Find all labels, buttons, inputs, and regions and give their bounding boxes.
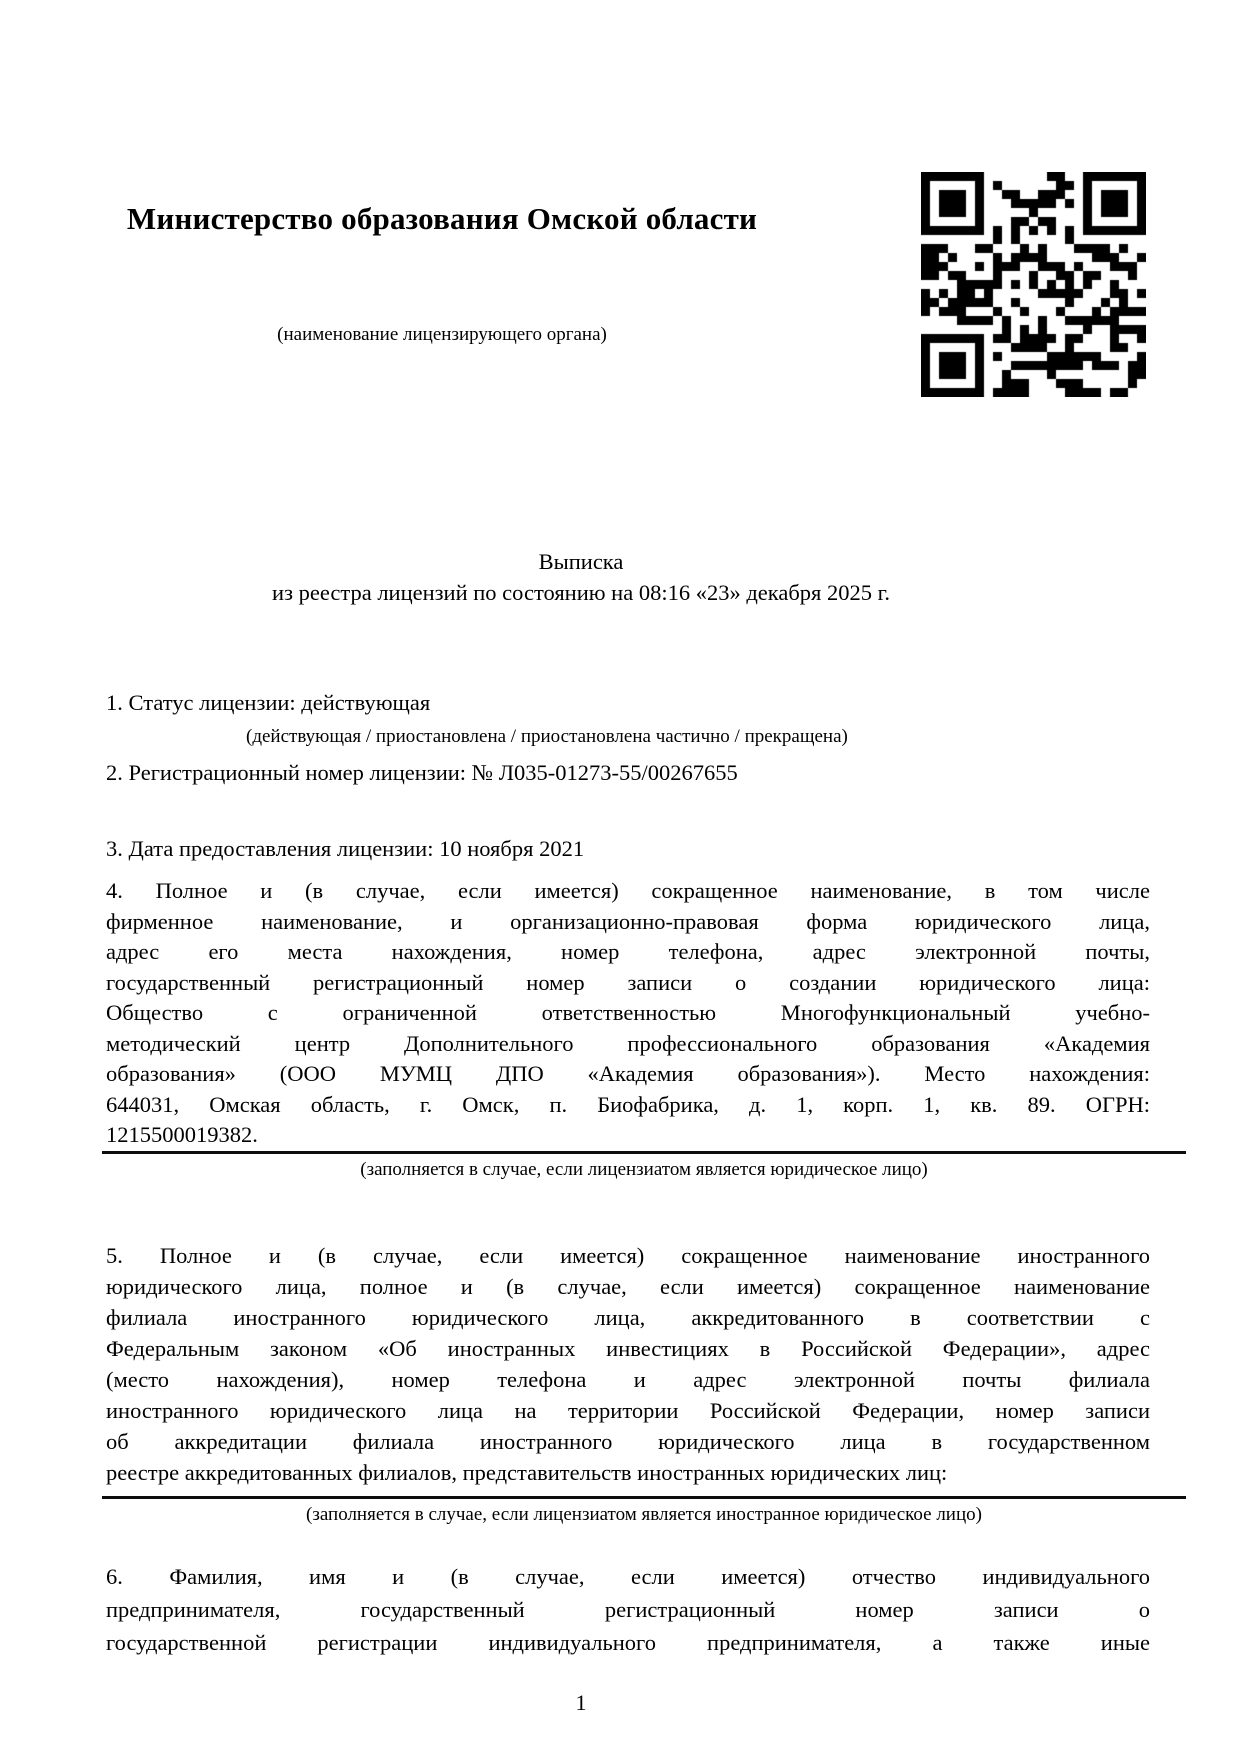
document-title-line2: из реестра лицензий по состоянию на 08:16 «23» декабря 2025 г. [272, 580, 890, 605]
license-status-caption: (действующая / приостановлена / приостановлена частично / прекращена) [246, 726, 848, 747]
text-line: (место нахождения), номер телефона и адрес электронной почты филиала [106, 1367, 1150, 1392]
text-line: предпринимателя, государственный регистрационный номер записи о [106, 1597, 1150, 1622]
horizontal-rule [102, 1151, 1186, 1154]
qr-code-canvas [921, 172, 1146, 397]
text-line: 644031, Омская область, г. Омск, п. Биофабрика, д. 1, корп. 1, кв. 89. ОГРН: [106, 1091, 1150, 1117]
page-number: 1 [575, 1690, 587, 1715]
document-title [106, 546, 1056, 608]
registration-number: 2. Регистрационный номер лицензии: № Л035-01273-55/00267655 [106, 760, 738, 785]
qr-code-icon [921, 172, 1146, 397]
text-line: иностранного юридического лица на территории Российской Федерации, номер записи [106, 1398, 1150, 1423]
text-line: филиала иностранного юридического лица, аккредитованного в соответствии с [106, 1305, 1150, 1330]
ministry-title: Министерство образования Омской области [126, 201, 758, 236]
text-line: образования» (ООО МУМЦ ДПО «Академия образования»). Место нахождения: [106, 1061, 1150, 1086]
text-line: 1215500019382. [106, 1122, 258, 1147]
paragraph-6 [106, 1560, 1150, 1659]
grant-date: 3. Дата предоставления лицензии: 10 ноября 2021 [106, 836, 585, 861]
text-line: 6. Фамилия, имя и (в случае, если имеется) отчество индивидуального [106, 1564, 1150, 1589]
text-line: методический центр Дополнительного профессионального образования «Академия [106, 1030, 1150, 1056]
license-status: 1. Статус лицензии: действующая [106, 690, 431, 715]
text-line: 4. Полное и (в случае, если имеется) сокращенное наименование, в том числе [106, 878, 1150, 903]
text-line: государственный регистрационный номер записи о создании юридического лица: [106, 969, 1150, 995]
ministry-caption: (наименование лицензирующего органа) [277, 324, 607, 345]
text-line: юридического лица, полное и (в случае, если имеется) сокращенное наименование [106, 1274, 1150, 1299]
text-line: реестре аккредитованных филиалов, представительств иностранных юридических лиц: [106, 1460, 948, 1485]
text-line: 5. Полное и (в случае, если имеется) сокращенное наименование иностранного [106, 1243, 1150, 1268]
text-line: государственной регистрации индивидуального предпринимателя, а также иные [106, 1630, 1150, 1655]
text-line: Федеральным законом «Об иностранных инвестициях в Российской Федерации», адрес [106, 1336, 1150, 1361]
text-line: Общество с ограниченной ответственностью Многофункциональный учебно- [106, 1000, 1150, 1025]
horizontal-rule [102, 1496, 1186, 1499]
document-title-line1: Выписка [538, 549, 624, 574]
foreign-entity-caption: (заполняется в случае, если лицензиатом является иностранное юридическое лицо) [306, 1504, 982, 1525]
text-line: об аккредитации филиала иностранного юридического лица в государственном [106, 1429, 1150, 1454]
text-line: фирменное наименование, и организационно-правовая форма юридического лица, [106, 908, 1150, 934]
paragraph-5 [106, 1240, 1150, 1488]
legal-entity-caption: (заполняется в случае, если лицензиатом является юридическое лицо) [360, 1159, 928, 1180]
text-line: адрес его места нахождения, номер телефона, адрес электронной почты, [106, 939, 1150, 964]
paragraph-4 [106, 876, 1150, 1151]
